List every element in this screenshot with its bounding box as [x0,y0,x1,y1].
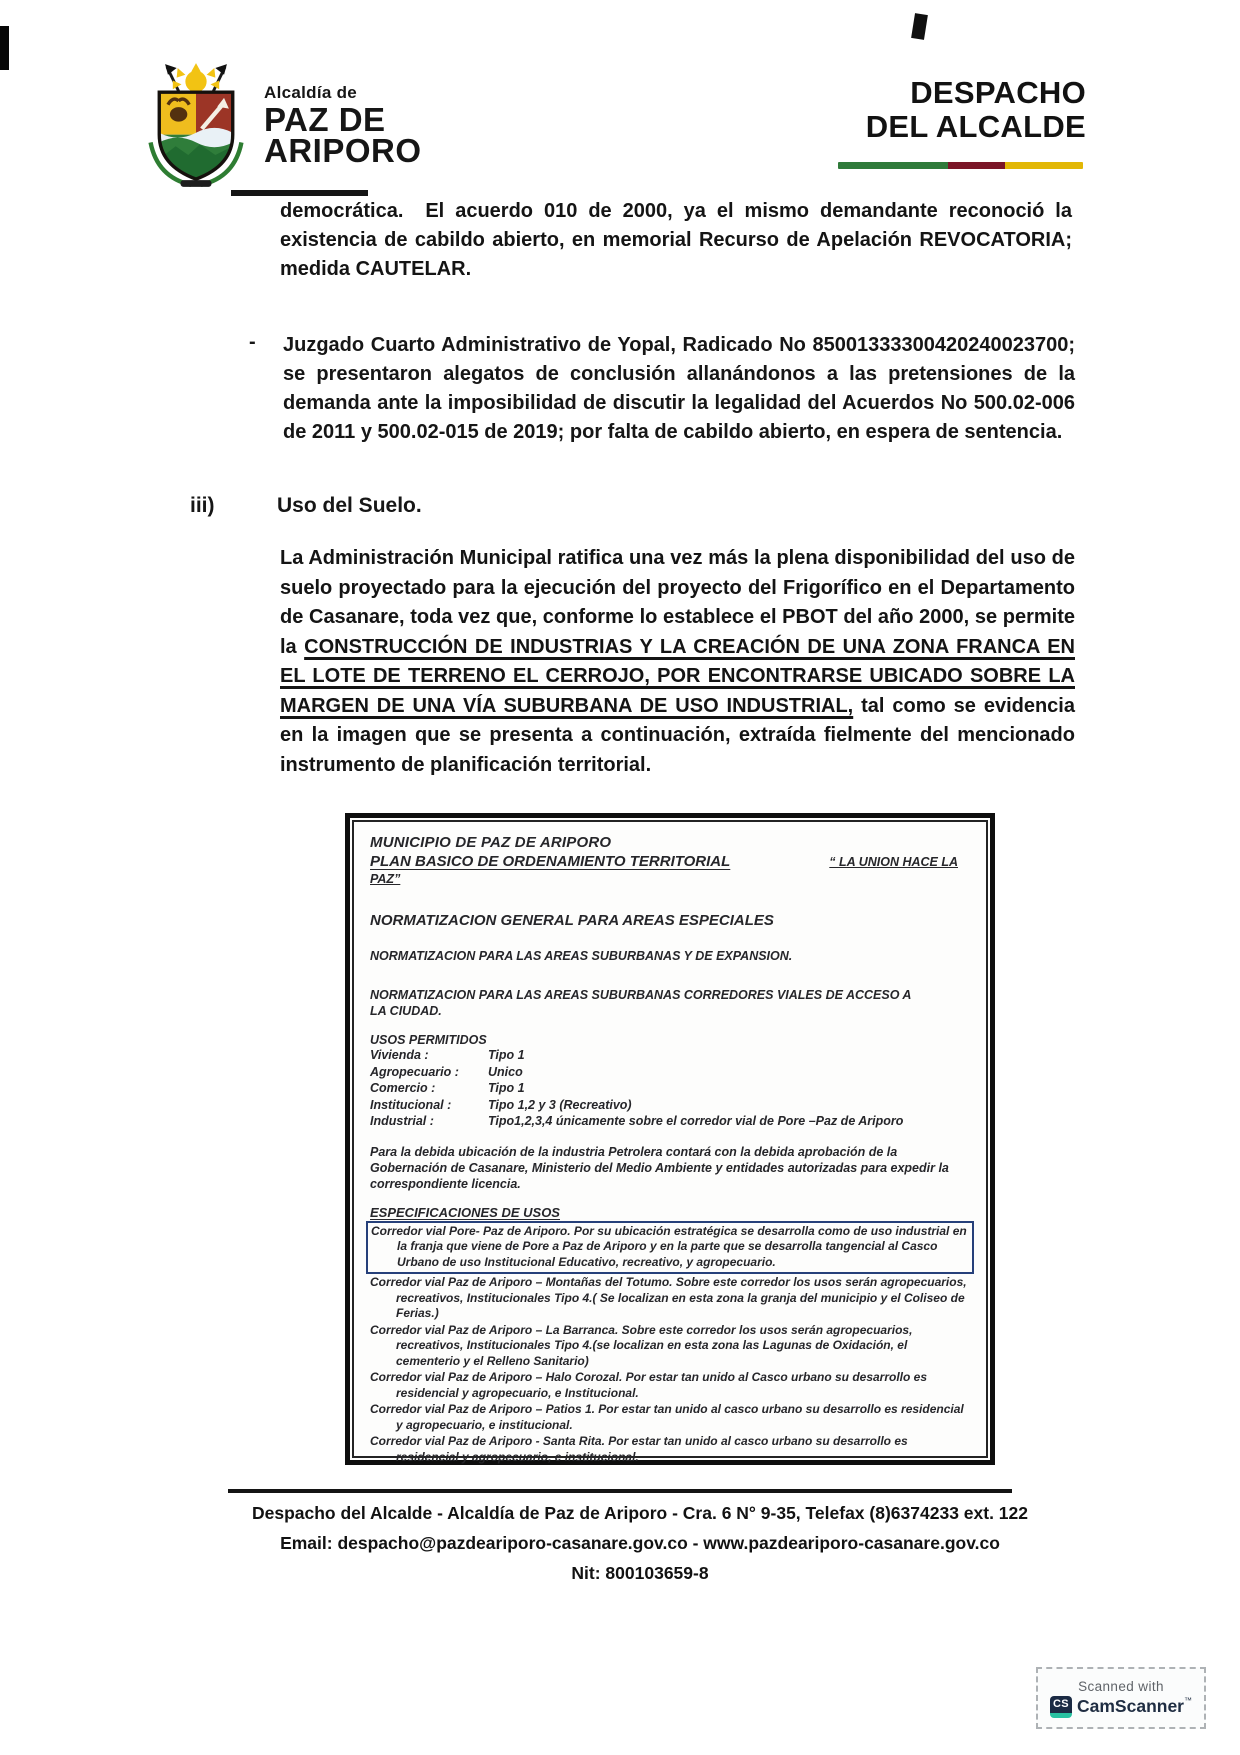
uso-paragraph-pre: La Administración Municipal ratifica una vez más la plena disponibilidad del uso de suelo proyectado para la ejecución del proyecto del Frigorífico en el Departamento de Casanare, toda vez que, conforme lo establece el PBOT del año 2000, se permite la [280,547,1075,658]
bullet-text-pre: Juzgado Cuarto Administrativo de Yopal, Radicado No [283,334,813,356]
uso-row-vivienda [370,1047,972,1064]
bar-segment-green [838,162,948,169]
bullet-text-post: se presentaron alegatos de conclusión allanándonos a las pretensiones de la demanda ante la imposibilidad de discutir la legalidad del Acuerdos No 500.02-006 de 2011 y 500.02-015 de 2019; por falta de cabildo abierto, en espera de sentencia. [283,363,1075,443]
footer-address-line: Despacho del Alcalde - Alcaldía de Paz de Ariporo - Cra. 6 N° 9-35, Telefax (8)6374233 ext. 122 [251,1503,1028,1523]
coat-of-arms-icon [138,60,254,190]
uso-paragraph-post: tal como se evidencia en la imagen que se presenta a continuación, extraída fielmente del mencionado instrumento de planificación territorial. [280,694,1075,776]
licencia-paragraph: Para la debida ubicación de la industria Petrolera contará con la debida aprobación de la Gobernación de Casanare, Ministerio del Medio Ambiente y entidades autorizadas para expedir la correspondiente licencia. [370,1144,949,1191]
pbot-section-corredores-viales: NORMATIZACION PARA LAS AREAS SUBURBANAS CORREDORES VIALES DE ACCESO A LA CIUDAD. [370,988,911,1018]
scan-artifact [911,13,928,40]
uso-value: Tipo 1,2 y 3 (Recreativo) [488,1097,632,1112]
pbot-section-normatizacion-general: NORMATIZACION GENERAL PARA AREAS ESPECIALES [370,912,774,929]
espec-item-corredor-pore-paz: Corredor vial Pore- Paz de Ariporo. Por su ubicación estratégica se desarrolla como de uso industrial en la franja que viene de Pore a Paz de Ariporo y en la parte que se desarrolla tangencial al Casco Urbano de uso Institucional Educativo, recreativo, y agropecuario. [366,1221,974,1275]
pbot-excerpt-content [352,820,988,1464]
footer-nit-line: Nit: 800103659-8 [571,1563,709,1583]
office-title-line1: DESPACHO [910,75,1086,110]
bar-segment-maroon [948,162,1004,169]
municipality-logo [138,60,422,190]
radicado-number: 85001333300420240023700; [812,334,1075,356]
espec-item-halo-corozal: Corredor vial Paz de Ariporo – Halo Corozal. Por estar tan unido al Casco urbano su desarrollo es residencial y agropecuario, e Institucional. [370,1370,928,1400]
espec-item-la-barranca: Corredor vial Paz de Ariporo – La Barranca. Sobre este corredor los usos serán agropecuarios, recreativos, Institucionales Tipo 4.(se localizan en esta zona las Lagunas de Oxidación, el cementerio y el Relleno Sanitario) [370,1322,913,1368]
camscanner-cs-icon-label: CS [1050,1696,1072,1713]
logo-name-line2: ARIPORO [264,132,422,169]
paragraph-uso-del-suelo [280,544,1075,780]
camscanner-scanned-with-label: Scanned with [1078,1678,1164,1694]
logo-name-line1: PAZ DE [264,101,386,138]
especificaciones-title: ESPECIFICACIONES DE USOS [370,1204,560,1220]
pbot-title-plan-basico: PLAN BASICO DE ORDENAMIENTO TERRITORIAL [370,853,731,870]
uso-label: Comercio : [370,1081,436,1095]
pbot-motto-line2: PAZ” [370,872,401,886]
pbot-motto-line1: “ LA UNION HACE LA [829,855,958,869]
tricolor-accent-bar [838,162,1083,169]
footer [240,1498,1040,1588]
pbot-excerpt-box [345,813,995,1465]
espec-item-montanas-del-totumo: Corredor vial Paz de Ariporo – Montañas del Totumo. Sobre este corredor los usos serán agropecuarios, recreativos, Institucionales Tipo 4.( Se localizan en esta zona la granja del municipio y el Coliseo de Ferias.) [370,1275,967,1320]
uso-label: Industrial : [370,1114,434,1128]
uso-value: Tipo 1 [488,1081,525,1095]
pbot-title-municipio: MUNICIPIO DE PAZ DE ARIPORO [370,834,612,851]
camscanner-cs-icon-accent [1050,1713,1072,1718]
uso-paragraph-underlined: CONSTRUCCIÓN DE INDUSTRIAS Y LA CREACIÓN DE UNA ZONA FRANCA EN EL LOTE DE TERRENO EL CERROJO, POR ENCONTRARSE UBICADO SOBRE LA MARGEN DE UNA VÍA SUBURBANA DE USO INDUSTRIAL, [280,635,1075,717]
uso-row-agropecuario [370,1064,972,1081]
uso-row-institucional [370,1097,972,1114]
camscanner-trademark-symbol: ™ [1184,1696,1192,1705]
uso-value: Tipo1,2,3,4 únicamente sobre el corredor vial de Pore –Paz de Ariporo [488,1114,904,1128]
pbot-section-suburbanas-expansion: NORMATIZACION PARA LAS AREAS SUBURBANAS Y DE EXPANSION. [370,949,793,963]
uso-value: Tipo 1 [488,1048,525,1062]
office-title-line2: DEL ALCALDE [865,109,1086,144]
bullet-dash: - [249,331,256,353]
espec-item-santa-rita: Corredor vial Paz de Ariporo - Santa Rita. Por estar tan unido al casco urbano su desarrollo es residencial y agropecuario, e institucional. [370,1434,908,1464]
logo-small-label: Alcaldía de [264,83,358,102]
bar-segment-yellow [1005,162,1083,169]
uso-value: Unico [488,1064,523,1079]
section-numeral: iii) [190,494,215,517]
camscanner-brand [1077,1696,1192,1717]
camscanner-cs-icon [1050,1696,1072,1718]
usos-permitidos-title: USOS PERMITIDOS [370,1033,487,1047]
scan-artifact [0,26,9,70]
paragraph-democratica: democrática. El acuerdo 010 de 2000, ya el mismo demandante reconoció la existencia de cabildo abierto, en memorial Recurso de Apelación REVOCATORIA; medida CAUTELAR. [280,200,1072,280]
office-title-block [838,76,1086,169]
uso-label: Institucional : [370,1097,452,1112]
scan-artifact [231,190,368,196]
uso-row-industrial [370,1113,972,1130]
footer-contact-line: Email: despacho@pazdeariporo-casanare.gov.co - www.pazdeariporo-casanare.gov.co [280,1533,1000,1553]
espec-item-patios-1: Corredor vial Paz de Ariporo – Patios 1. Por estar tan unido al casco urbano su desarrollo es residencial y agropecuario, e institucional. [370,1402,964,1432]
footer-divider [228,1489,1012,1493]
camscanner-brand-text: CamScanner [1077,1696,1184,1716]
camscanner-watermark [1036,1667,1206,1729]
bullet-text [283,331,1075,447]
uso-label: Vivienda : [370,1048,429,1062]
uso-row-comercio [370,1080,972,1097]
section-title-uso-del-suelo: Uso del Suelo. [277,494,422,517]
uso-label: Agropecuario : [370,1064,459,1079]
municipality-name [264,84,422,190]
camscanner-brand-row [1050,1696,1192,1718]
pbot-title-row [370,853,972,870]
bullet-item-juzgado [249,331,1075,447]
